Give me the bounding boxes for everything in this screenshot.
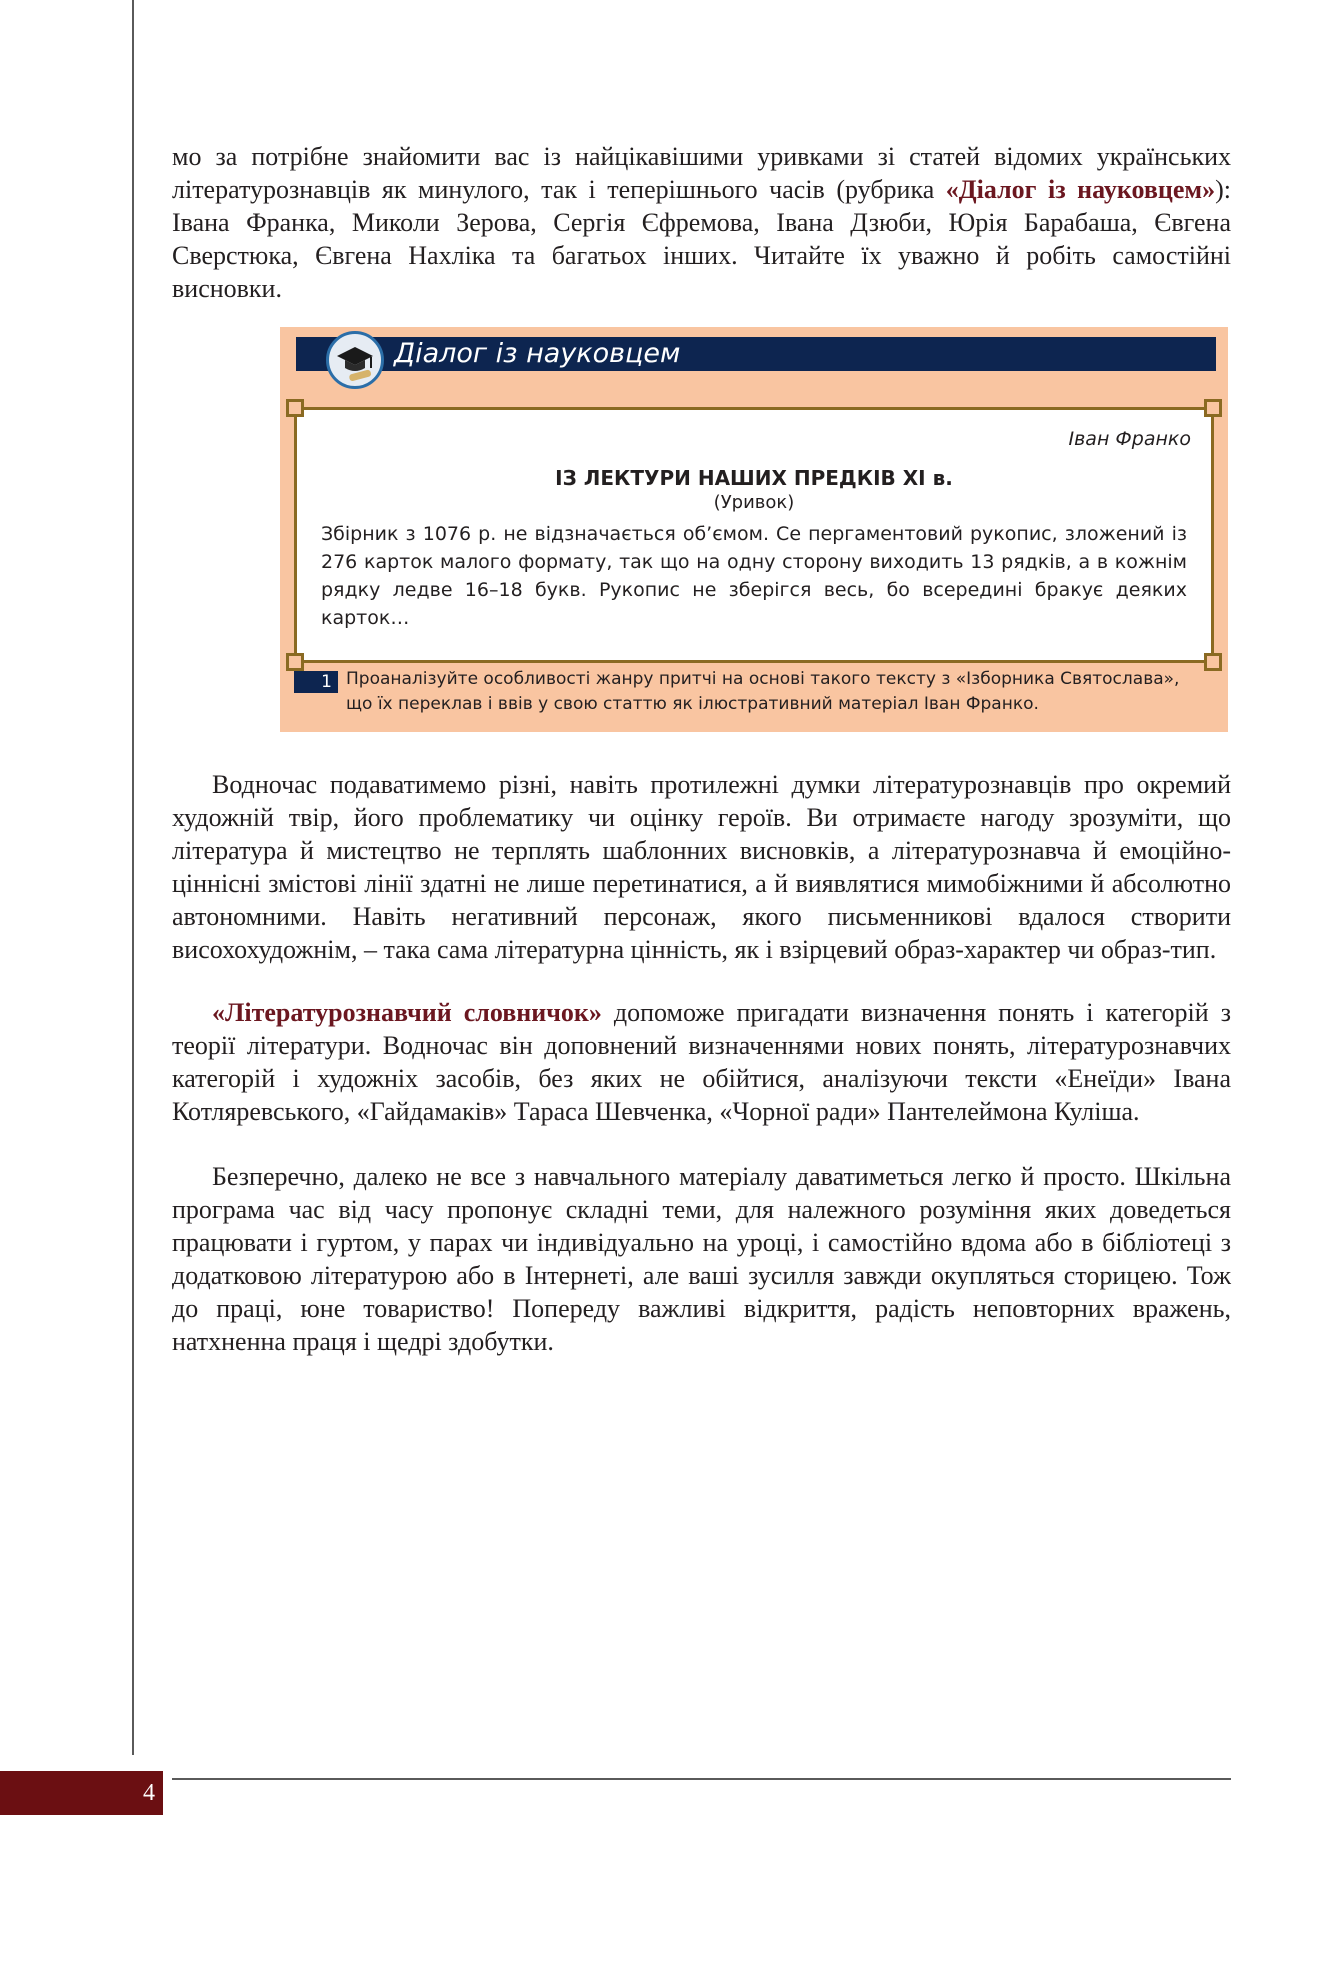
paragraph-glossary-text: допоможе пригадати визначення понять і категорій з теорії літератури. Водночас він доповнений визначеннями нових понять, літературознавчих категорій і художніх засобів, без яких не обійтися, аналізуючи тексти «Енеїди» Івана Котляревського, «Гайдамаків» Тараса Шевченка, «Чорної ради» Пантелеймона Куліша. <box>172 998 1231 1126</box>
task-text: Проаналізуйте особливості жанру притчі на основі такого тексту з «Ізборника Святослава», що їх переклав і ввів у свою статтю як ілюстративний матеріал Іван Франко. <box>346 669 1180 714</box>
rubric-dialog-name: «Діалог із науковцем» <box>945 175 1216 204</box>
paragraph-glossary <box>172 996 1231 1128</box>
paragraph-opinions <box>172 768 1231 966</box>
rubric-glossary-name: «Літературознавчий словничок» <box>212 998 602 1027</box>
dialog-box-header: Діалог із науковцем <box>296 337 1216 371</box>
paragraph-closing <box>172 1160 1231 1358</box>
paragraph-opinions-text: Водночас подаватимемо різні, навіть протилежні думки літературознавців про окремий художній твір, його проблематику чи оцінку героїв. Ви отримаєте нагоду зрозуміти, що література й мистецтво не терплять шаблонних висновків, а літературознавча й емоційно-ціннісні змістові лінії здатні не лише перетинатися, а й виявлятися мимобіжними й абсолютно автономними. Навіть негативний персонаж, якого письменникові вдалося створити висохохудожнім, – така сама літературна цінність, як і взірцевий образ-характер чи образ-тип. <box>172 770 1231 964</box>
frame-corner <box>1204 399 1222 417</box>
excerpt-title: ІЗ ЛЕКТУРИ НАШИХ ПРЕДКІВ XI в. <box>555 466 953 490</box>
dialog-with-scholar-box <box>280 327 1228 732</box>
graduation-cap-icon <box>326 331 384 389</box>
intro-paragraph <box>172 140 1231 305</box>
frame-corner <box>286 653 304 671</box>
excerpt-frame <box>294 407 1214 663</box>
excerpt-text: Збірник з 1076 р. не відзначається об’ємом. Се пергаментовий рукопис, зложений із 276 карток малого формату, так що на одну сторону виходить 13 рядків, а в кожнім рядку ледве 16–18 букв. Рукопис не зберігся весь, бо всередині бракує деяких карток… <box>321 523 1187 629</box>
task-number: 1 <box>294 671 338 693</box>
page-number: 4 <box>0 1771 163 1815</box>
left-margin-rule <box>132 0 134 1755</box>
excerpt-subtitle: (Уривок) <box>713 492 795 513</box>
paragraph-closing-text: Безперечно, далеко не все з навчального матеріалу даватиметься легко й просто. Шкільна програма час від часу пропонує складні теми, для належного розуміння яких доведеться працювати і гуртом, у парах чи індивідуально на уроці, і самостійно вдома або в бібліотеці з додатковою літературою або в Інтернеті, але ваші зусилля завжди окупляться сторицею. Тож до праці, юне товариство! Попереду важливі відкриття, радість неповторних вражень, натхненна праця і щедрі здобутки. <box>172 1162 1231 1356</box>
excerpt-author: Іван Франко <box>1068 428 1191 450</box>
footer-rule <box>172 1778 1231 1780</box>
frame-corner <box>286 399 304 417</box>
intro-text-a: мо за потрібне знайомити вас із найцікавішими уривками зі статей відомих українських літературознавців як минулого, так і теперішнього часів (рубрика <box>172 142 1231 204</box>
intro-text-b: ): Івана Франка, Миколи Зерова, Сергія Єфремова, Івана Дзюби, Юрія Барабаша, Євгена Сверстюка, Євгена Нахліка та багатьох інших. Читайте їх уважно й робіть самостійні висновки. <box>172 175 1231 303</box>
